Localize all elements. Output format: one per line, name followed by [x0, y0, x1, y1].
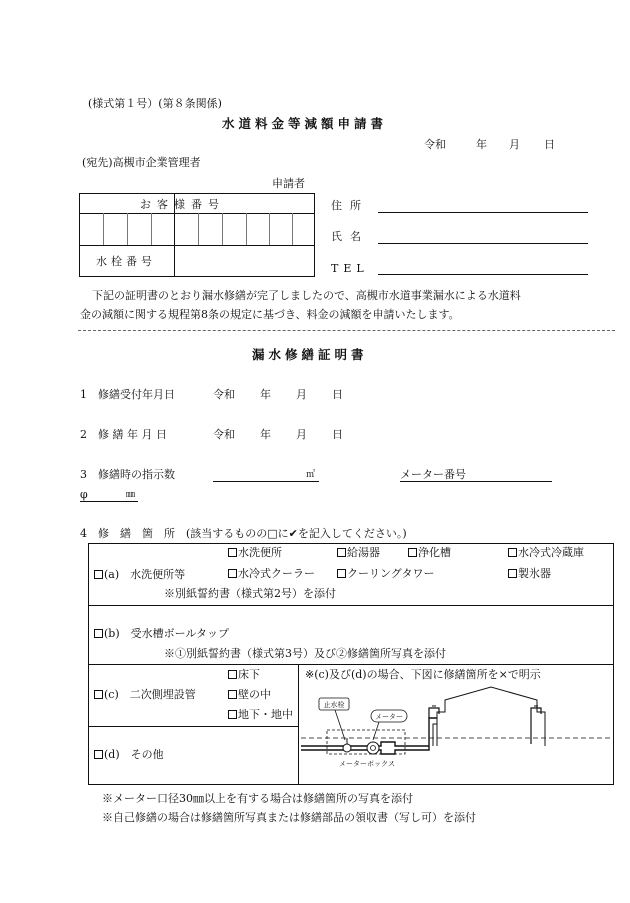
under-floor-checkbox[interactable]: [228, 670, 237, 679]
address-label: 住所: [331, 199, 369, 212]
faucet-number-field[interactable]: [175, 246, 314, 276]
septic-tank-label: 浄化槽: [418, 546, 451, 559]
flush-toilet-label: 水洗便所: [238, 546, 282, 559]
item2-month: 月: [296, 428, 307, 441]
meter-diameter-field[interactable]: [80, 501, 138, 502]
meter-icon: [367, 742, 379, 754]
underground-label: 地下・地中: [238, 708, 293, 721]
water-cooler-label: 水冷式クーラー: [238, 567, 315, 580]
addressee: (宛先)高槻市企業管理者: [82, 156, 201, 169]
water-heater-label: 給湯器: [347, 546, 380, 559]
row-a-note: ※別紙誓約書（様式第2号）を添付: [164, 587, 336, 600]
item1-month: 月: [296, 388, 307, 401]
faucet-number-label: 水栓番号: [96, 255, 156, 268]
house-outline: [437, 687, 545, 746]
item1-label: 1 修繕受付年月日: [80, 388, 175, 401]
item2-label: 2 修 繕 年 月 日: [80, 428, 167, 441]
under-floor-label: 床下: [238, 668, 260, 681]
request-text-line2: 金の減額に関する規程第8条の規定に基づき、料金の減額を申請いたします。: [80, 308, 460, 321]
row-a-checkbox[interactable]: [94, 570, 103, 579]
water-fridge-checkbox[interactable]: [508, 548, 517, 557]
item4-label: 4 修 繕 箇 所 (該当するものの□に✔を記入してください。): [80, 527, 407, 540]
date-era: 令和: [424, 138, 446, 151]
row-b-label: (b) 受水槽ボールタップ: [104, 627, 229, 640]
mm-unit: ㎜: [126, 490, 136, 500]
item2-day: 日: [332, 428, 343, 441]
faucet-right-icon: [531, 708, 541, 744]
septic-tank-checkbox[interactable]: [408, 548, 417, 557]
tel-field[interactable]: [378, 274, 588, 275]
row-b-note: ※①別紙誓約書（様式第3号）及び②修繕箇所写真を添付: [164, 647, 446, 660]
item1-era: 令和: [213, 388, 235, 401]
stopcock-icon: [343, 744, 351, 752]
item1-year: 年: [260, 388, 271, 401]
water-heater-checkbox[interactable]: [337, 548, 346, 557]
meter-number-label: メーター番号: [400, 468, 466, 481]
meter-reading-field[interactable]: [213, 481, 319, 482]
ice-maker-label: 製氷器: [518, 567, 551, 580]
date-month-unit: 月: [509, 138, 520, 151]
date-day-unit: 日: [544, 138, 555, 151]
row-a-label: (a) 水洗便所等: [104, 568, 186, 581]
meter-label: メーター: [375, 713, 403, 721]
applicant-label: 申請者: [272, 177, 305, 190]
request-text-line1: 下記の証明書のとおり漏水修繕が完了しましたので、高槻市水道事業漏水による水道料: [92, 289, 521, 302]
cooling-tower-label: クーリングタワー: [347, 567, 435, 580]
meter-number-field[interactable]: [400, 481, 552, 482]
cooling-tower-checkbox[interactable]: [337, 569, 346, 578]
date-year-unit: 年: [476, 138, 487, 151]
row-d-checkbox[interactable]: [94, 750, 103, 759]
row-d-label: (d) その他: [104, 748, 164, 761]
address-field[interactable]: [378, 212, 588, 213]
water-fridge-label: 水冷式冷蔵庫: [518, 546, 584, 559]
name-label: 氏名: [331, 230, 369, 243]
main-pipe: [301, 742, 429, 746]
item2-year: 年: [260, 428, 271, 441]
row-b-checkbox[interactable]: [94, 629, 103, 638]
in-wall-checkbox[interactable]: [228, 690, 237, 699]
cut-line: [78, 330, 615, 331]
piping-diagram[interactable]: [299, 684, 613, 784]
in-wall-label: 壁の中: [238, 688, 271, 701]
form-reference: (様式第１号）(第８条関係): [88, 97, 222, 110]
footnote-2: ※自己修繕の場合は修繕箇所写真または修繕部品の領収書（写し可）を添付: [102, 811, 476, 824]
customer-number-label: お客様番号: [140, 198, 225, 211]
stopcock-label: 止水栓: [323, 701, 345, 709]
underground-checkbox[interactable]: [228, 710, 237, 719]
flush-toilet-checkbox[interactable]: [228, 548, 237, 557]
item2-era: 令和: [213, 428, 235, 441]
item1-day: 日: [332, 388, 343, 401]
row-c-label: (c) 二次側埋設管: [104, 688, 196, 701]
diagram-note: ※(c)及び(d)の場合、下図に修繕箇所を×で明示: [305, 668, 541, 681]
phi-label: φ: [80, 488, 88, 501]
tel-label: TEL: [331, 262, 369, 275]
footnote-1: ※メーター口径30㎜以上を有する場合は修繕箇所の写真を添付: [102, 792, 413, 805]
certificate-title: 漏水修繕証明書: [252, 347, 368, 362]
row-c-checkbox[interactable]: [94, 690, 103, 699]
cubic-meter-unit: ㎥: [306, 470, 316, 480]
ice-maker-checkbox[interactable]: [508, 569, 517, 578]
form-title: 水道料金等減額申請書: [222, 116, 388, 131]
item3-label: 3 修繕時の指示数: [80, 468, 175, 481]
meter-box-label: メーターボックス: [339, 760, 395, 768]
water-cooler-checkbox[interactable]: [228, 569, 237, 578]
name-field[interactable]: [378, 243, 588, 244]
